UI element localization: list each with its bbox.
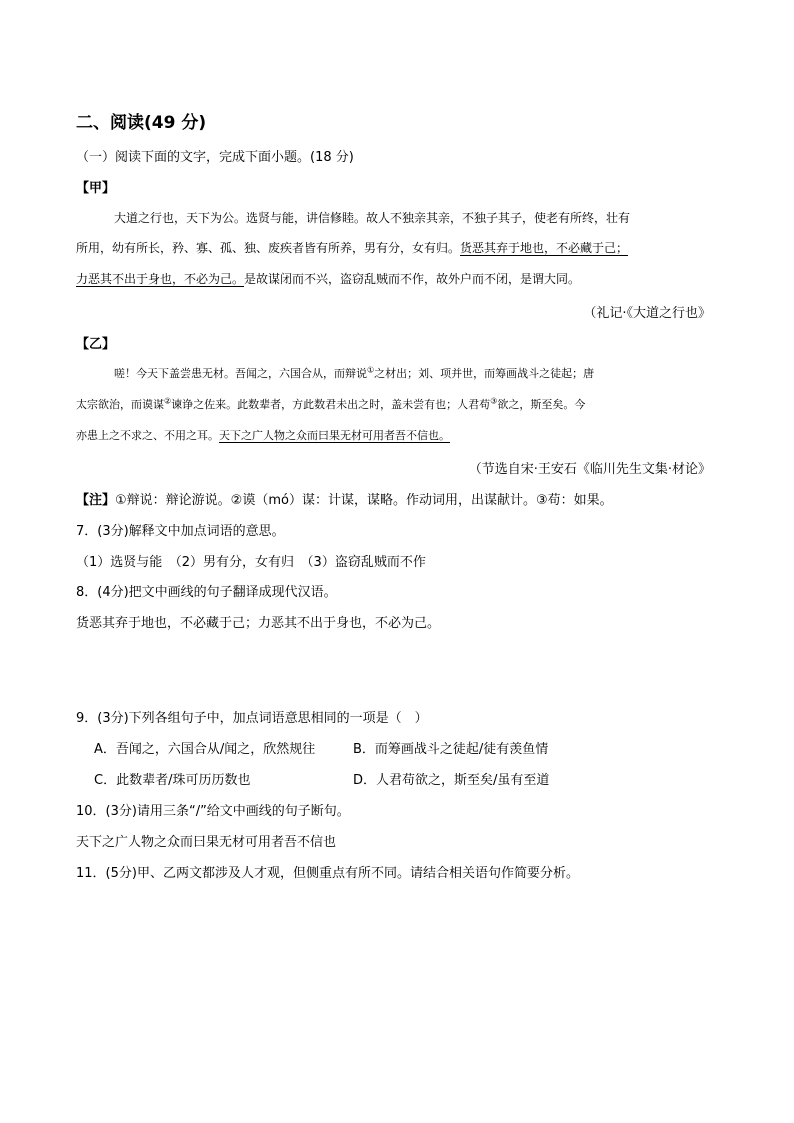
jia-label: 【甲】 (76, 181, 116, 196)
jia-line-2 (76, 239, 628, 256)
yi-line-2-a: 太宗欲治，而谟谋 (76, 398, 164, 411)
note-text: ①辩说：辩论游说。②谟（mó）谋：计谋，谋略。作动词用，出谋献计。③苟：如果。 (115, 493, 613, 508)
yi-line-2-b: 谏诤之佐来。此数辈者，方此数君未出之时，盖未尝有也；人君苟 (171, 398, 491, 411)
question-7-stem: 7．(3分)解释文中加点词语的意思。 (76, 524, 285, 539)
question-9-option-c: C．此数辈者/珠可历历数也 (94, 773, 251, 788)
jia-line-3 (76, 270, 580, 287)
question-7-items: （1）选贤与能 （2）男有分，女有归 （3）盗窃乱贼而不作 (76, 555, 426, 570)
yi-line-1 (114, 365, 594, 381)
yi-label: 【乙】 (76, 337, 116, 352)
note-marker-1: ① (367, 365, 375, 375)
yi-line-3-plain: 亦患上之不求之、不用之耳。 (76, 429, 219, 442)
question-10-sentence: 天下之广人物之众而曰果无材可用者吾不信也 (76, 835, 337, 850)
yi-line-1-b: 之材出；刘、项并世，而筹画战斗之徒起；唐 (374, 367, 595, 380)
question-9-option-b: B．而筹画战斗之徒起/徒有羡鱼情 (353, 742, 549, 757)
note-marker-3: ③ (490, 396, 498, 406)
yi-line-2 (76, 396, 585, 412)
question-9-stem: 9．(3分)下列各组句子中，加点词语意思相同的一项是（ ） (76, 711, 428, 726)
note-marker-2: ② (164, 396, 172, 406)
jia-underlined-sentence-part1: 货恶其弃于地也，不必藏于己； (460, 241, 629, 255)
yi-source: （节选自宋·王安石《临川先生文集·材论》 (468, 462, 711, 477)
question-8-stem: 8．(4分)把文中画线的句子翻译成现代汉语。 (76, 585, 337, 600)
question-10-stem: 10．(3分)请用三条“/”给文中画线的句子断句。 (76, 804, 350, 819)
jia-underlined-sentence-part2: 力恶其不出于身也，不必为己。 (76, 272, 245, 286)
note (76, 489, 613, 508)
question-9-option-a: A．吾闻之，六国合从/闻之，欣然规往 (94, 742, 316, 757)
note-label: 【注】 (76, 493, 116, 508)
jia-line-3-plain: 是故谋闭而不兴，盗窃乱贼而不作，故外户而不闭，是谓大同。 (244, 272, 581, 286)
jia-source: （礼记·《大道之行也》 (583, 306, 711, 321)
yi-line-3 (76, 427, 450, 443)
yi-line-2-c: 欲之，斯至矣。今 (497, 398, 586, 411)
jia-line-1: 大道之行也，天下为公。选贤与能，讲信修睦。故人不独亲其亲，不独子其子，使老有所终，壮有 (114, 211, 631, 225)
question-11-stem: 11．(5分)甲、乙两文都涉及人才观，但侧重点有所不同。请结合相关语句作简要分析。 (76, 866, 579, 881)
question-9-option-d: D．人君苟欲之，斯至矣/虽有至道 (353, 773, 550, 788)
yi-line-1-a: 嗟！今天下盖尝患无材。吾闻之，六国合从，而辩说 (114, 367, 367, 380)
yi-underlined-sentence: 天下之广人物之众而曰果无材可用者吾不信也。 (219, 429, 450, 442)
section-title: 二、阅读(49 分) (76, 113, 207, 133)
question-8-sentence: 货恶其弃于地也，不必藏于己；力恶其不出于身也，不必为己。 (76, 616, 441, 631)
jia-line-2-plain: 所用，幼有所长，矜、寡、孤、独、废疾者皆有所养，男有分，女有归。 (76, 241, 461, 255)
part1-intro: （一）阅读下面的文字，完成下面小题。(18 分) (76, 150, 354, 165)
